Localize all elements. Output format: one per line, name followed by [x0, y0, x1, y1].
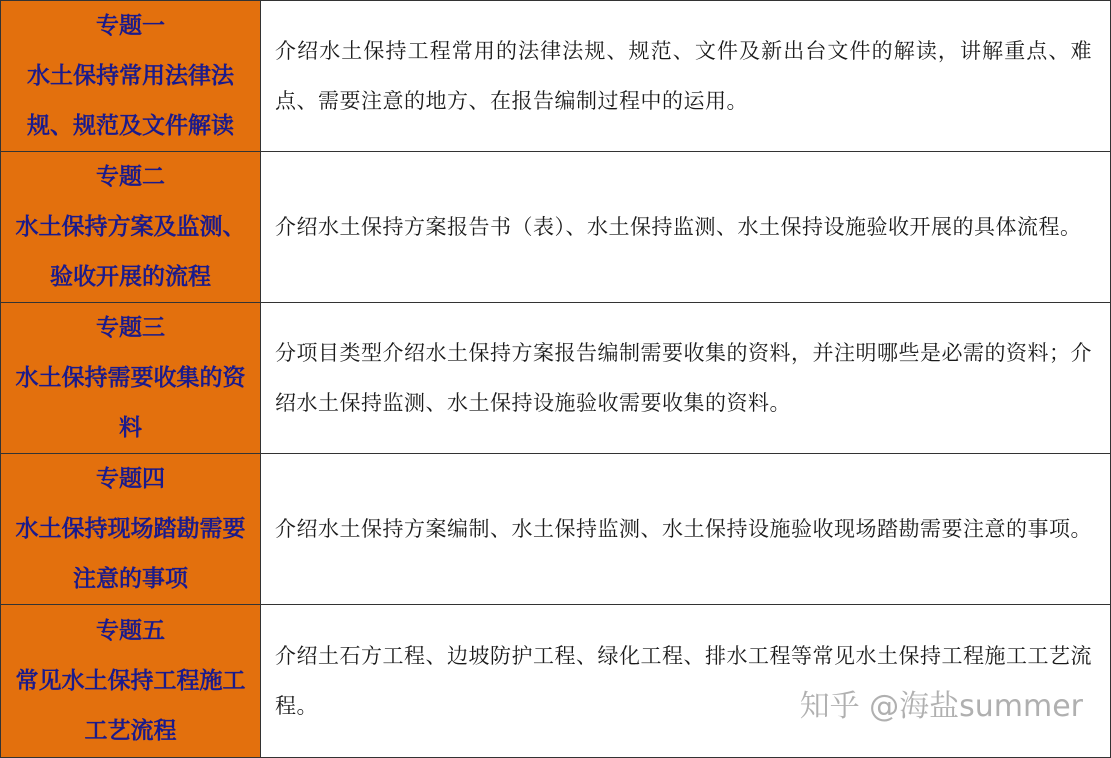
table-row [1, 303, 1111, 454]
topic-description: 介绍水土保持方案报告书（表）、水土保持监测、水土保持设施验收开展的具体流程。 [275, 215, 1082, 239]
topic-cell [1, 605, 261, 758]
description-cell [261, 605, 1111, 758]
topic-title: 水土保持方案及监测、验收开展的流程 [15, 213, 246, 290]
description-cell [261, 152, 1111, 303]
topic-title: 水土保持需要收集的资料 [15, 364, 246, 441]
table-row [1, 152, 1111, 303]
topic-number: 专题一 [96, 12, 165, 39]
table-row [1, 1, 1111, 152]
topic-number: 专题五 [96, 617, 165, 644]
topic-number: 专题二 [96, 163, 165, 190]
watermark: 知乎 @海盐summer [799, 689, 1083, 724]
table-row [1, 605, 1111, 758]
topic-number: 专题四 [96, 465, 165, 492]
topic-title: 水土保持常用法律法规、规范及文件解读 [27, 62, 234, 139]
description-cell [261, 303, 1111, 454]
topic-cell [1, 1, 261, 152]
description-cell [261, 1, 1111, 152]
topic-description: 介绍水土保持方案编制、水土保持监测、水土保持设施验收现场踏勘需要注意的事项。 [275, 517, 1092, 541]
topic-title: 水土保持现场踏勘需要注意的事项 [15, 515, 246, 592]
topic-description: 分项目类型介绍水土保持方案报告编制需要收集的资料，并注明哪些是必需的资料；介绍水土保持监测、水土保持设施验收需要收集的资料。 [275, 341, 1092, 415]
table-row [1, 454, 1111, 605]
topic-cell [1, 303, 261, 454]
topic-description: 介绍土石方工程、边坡防护工程、绿化工程、排水工程等常见水土保持工程施工工艺流程。 [275, 644, 1092, 718]
topic-number: 专题三 [96, 314, 165, 341]
topic-description: 介绍水土保持工程常用的法律法规、规范、文件及新出台文件的解读，讲解重点、难点、需要注意的地方、在报告编制过程中的运用。 [275, 39, 1092, 113]
topic-title: 常见水土保持工程施工工艺流程 [15, 667, 246, 744]
topic-cell [1, 152, 261, 303]
description-cell [261, 454, 1111, 605]
topic-cell [1, 454, 261, 605]
